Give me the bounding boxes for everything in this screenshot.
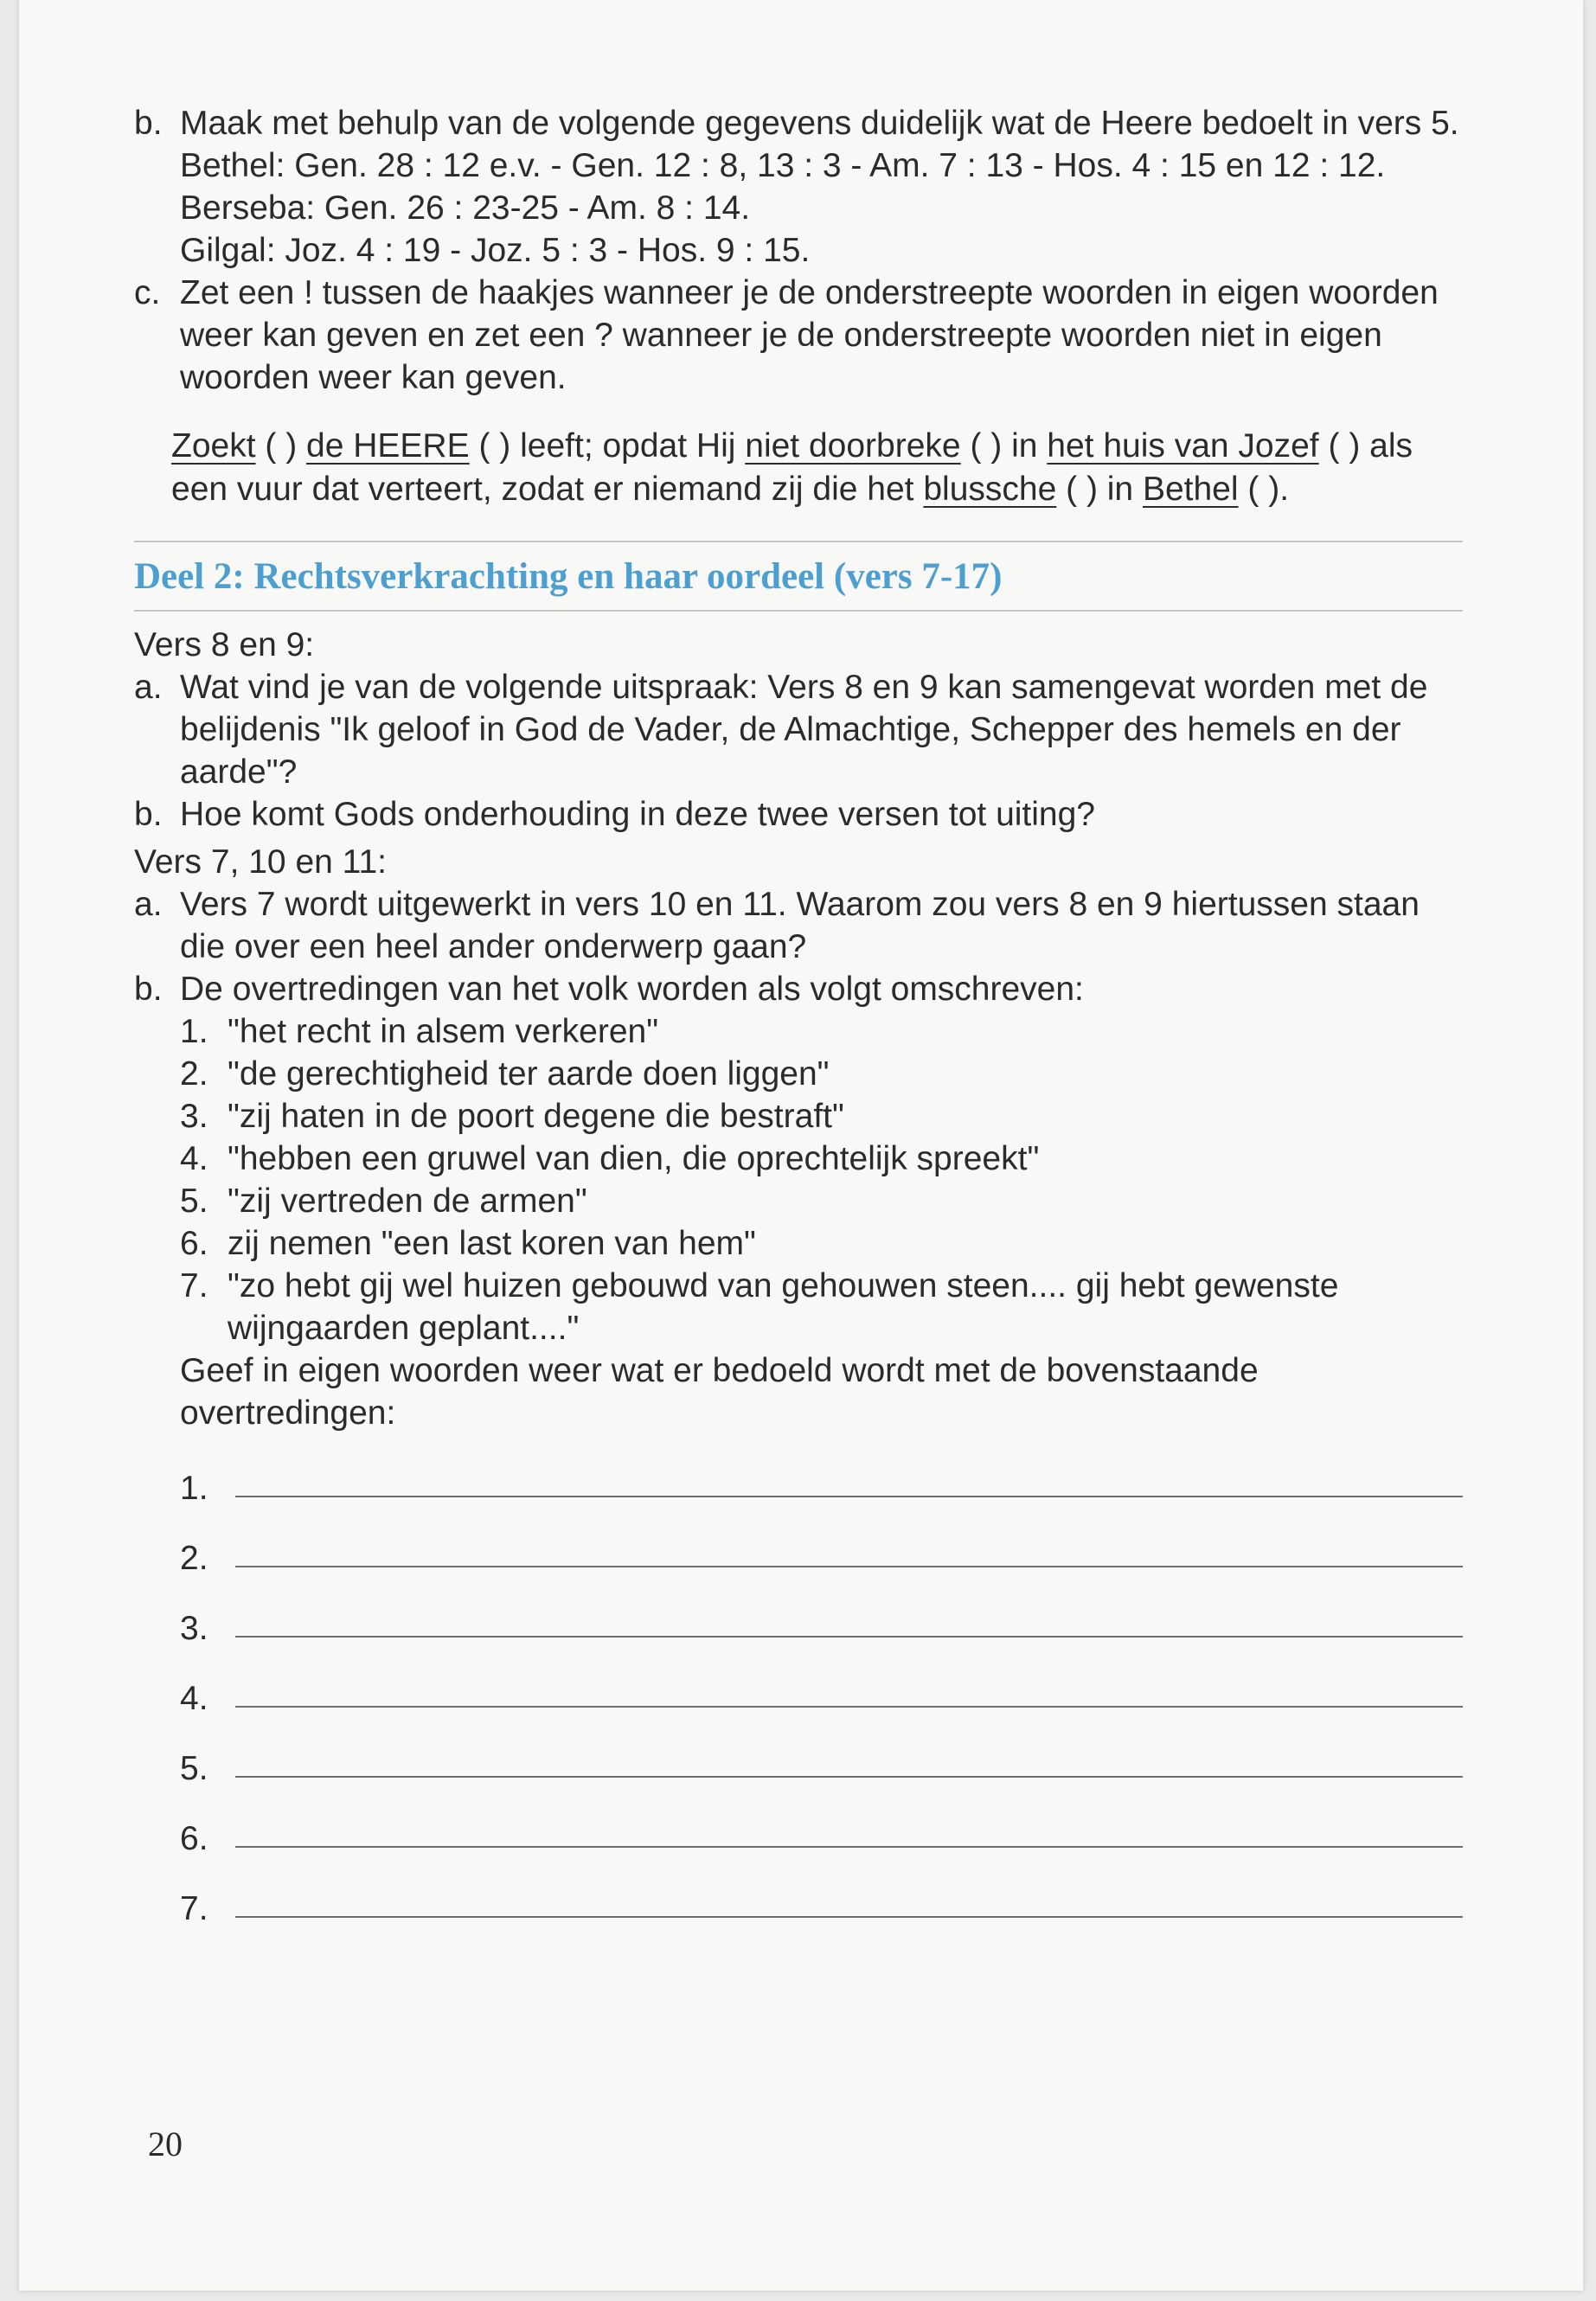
answer-line[interactable] [235, 1548, 1463, 1567]
answer-number: 2. [180, 1540, 208, 1577]
question-text: Maak met behulp van de volgende gegevens duidelijk wat de Heere bedoelt in vers 5. [180, 105, 1459, 142]
list-number: 5. [180, 1183, 208, 1220]
question-text: Vers 7 wordt uitgewerkt in vers 10 en 11. Waarom zou vers 8 en 9 hiertussen staan die over een heel ander onderwerp gaan? [180, 886, 1420, 965]
list-text: zij nemen "een last koren van hem" [228, 1225, 756, 1262]
answer-lines [180, 1439, 1463, 1930]
list-text: "hebben een gruwel van dien, die oprechtelijk spreekt" [228, 1140, 1040, 1177]
list-text: "de gerechtigheid ter aarde doen liggen" [228, 1055, 830, 1093]
transgressions-list [180, 1010, 1463, 1434]
bracket-blank[interactable]: ( ). [1238, 471, 1290, 508]
list-item [180, 1138, 1463, 1180]
page-number: 20 [148, 2125, 183, 2163]
question-2-8-9a [134, 666, 1463, 793]
answer-line[interactable] [235, 1899, 1463, 1918]
list-number: 2. [180, 1055, 208, 1093]
list-item [180, 1095, 1463, 1138]
list-item [180, 1010, 1463, 1053]
reference-bethel: Bethel: Gen. 28 : 12 e.v. - Gen. 12 : 8, 13 : 3 - Am. 7 : 13 - Hos. 4 : 15 en 12 : 12. [180, 147, 1386, 184]
bracket-blank[interactable]: ( ) leeft; opdat Hij [469, 427, 746, 465]
underlined-word: het huis van Jozef [1047, 427, 1319, 465]
answer-line[interactable] [235, 1829, 1463, 1848]
answer-row [180, 1720, 1463, 1790]
question-1b [134, 102, 1463, 272]
answer-row [180, 1790, 1463, 1860]
answer-row [180, 1650, 1463, 1720]
answer-line[interactable] [235, 1759, 1463, 1778]
question-text: Zet een ! tussen de haakjes wanneer je de onderstreepte woorden in eigen woorden weer kan geven en zet een ? wanneer je de onderstreepte woorden niet in eigen woorden weer kan geven. [180, 274, 1439, 396]
question-1c [134, 272, 1463, 399]
question-2-7-10-11b [134, 968, 1463, 1010]
answer-number: 6. [180, 1820, 208, 1857]
answer-row [180, 1860, 1463, 1930]
answer-line[interactable] [235, 1618, 1463, 1638]
question-label: c. [134, 274, 161, 311]
list-text: "zij haten in de poort degene die bestraft" [228, 1098, 844, 1135]
reference-gilgal: Gilgal: Joz. 4 : 19 - Joz. 5 : 3 - Hos. 9 : 15. [180, 232, 811, 269]
bracket-blank[interactable]: ( ) in [1056, 471, 1143, 508]
answer-number: 5. [180, 1750, 208, 1787]
document-page [19, 0, 1583, 2291]
list-number: 6. [180, 1225, 208, 1262]
list-item [180, 1053, 1463, 1095]
answer-row [180, 1509, 1463, 1580]
question-label: a. [134, 886, 163, 923]
subsection-title: Vers 8 en 9: [134, 626, 315, 663]
fill-in-quote [171, 425, 1463, 511]
question-text: Wat vind je van de volgende uitspraak: Vers 8 en 9 kan samengevat worden met de belijdenis "Ik geloof in God de Vader, de Almachtige, Schepper des hemels en der aarde"? [180, 669, 1428, 791]
answer-line[interactable] [235, 1478, 1463, 1497]
question-label: b. [134, 796, 163, 833]
question-text: De overtredingen van het volk worden als volgt omschreven: [180, 971, 1084, 1008]
underlined-word: blussche [923, 471, 1057, 508]
answer-row [180, 1439, 1463, 1509]
section-heading: Deel 2: Rechtsverkrachting en haar oordeel (vers 7-17) [134, 556, 1003, 597]
list-number: 4. [180, 1140, 208, 1177]
question-text: Hoe komt Gods onderhouding in deze twee versen tot uiting? [180, 796, 1095, 833]
list-text: "zij vertreden de armen" [228, 1183, 587, 1220]
underlined-word: Bethel [1142, 471, 1239, 508]
question-2-8-9b [134, 793, 1463, 836]
underlined-word: de HEERE [306, 427, 470, 465]
question-label: b. [134, 971, 163, 1008]
underlined-word: Zoekt [171, 427, 256, 465]
underlined-word: niet doorbreke [745, 427, 961, 465]
list-item [180, 1222, 1463, 1265]
list-item [180, 1265, 1463, 1349]
bracket-blank[interactable]: ( ) [255, 427, 307, 465]
subsection-title: Vers 7, 10 en 11: [134, 843, 387, 881]
answer-number: 1. [180, 1470, 208, 1507]
list-text: "het recht in alsem verkeren" [228, 1013, 659, 1050]
question-label: b. [134, 105, 163, 142]
question-2-7-10-11a [134, 883, 1463, 968]
answer-number: 3. [180, 1610, 208, 1647]
answer-number: 4. [180, 1680, 208, 1717]
instruction-text: Geef in eigen woorden weer wat er bedoeld wordt met de bovenstaande overtredingen: [180, 1352, 1259, 1432]
list-text: "zo hebt gij wel huizen gebouwd van gehouwen steen.... gij hebt gewenste wijngaarden geplant...." [228, 1267, 1339, 1347]
answer-row [180, 1580, 1463, 1650]
list-number: 3. [180, 1098, 208, 1135]
list-number: 7. [180, 1267, 208, 1304]
list-number: 1. [180, 1013, 208, 1050]
reference-berseba: Berseba: Gen. 26 : 23-25 - Am. 8 : 14. [180, 189, 751, 227]
bracket-blank[interactable]: ( ) als een vuur dat verteert, zodat er niemand zij die het [171, 427, 1413, 508]
list-item [180, 1180, 1463, 1222]
question-label: a. [134, 669, 163, 706]
page-content [134, 102, 1463, 1930]
answer-number: 7. [180, 1890, 208, 1927]
answer-line[interactable] [235, 1689, 1463, 1708]
bracket-blank[interactable]: ( ) in [960, 427, 1048, 465]
section-divider [134, 610, 1463, 612]
